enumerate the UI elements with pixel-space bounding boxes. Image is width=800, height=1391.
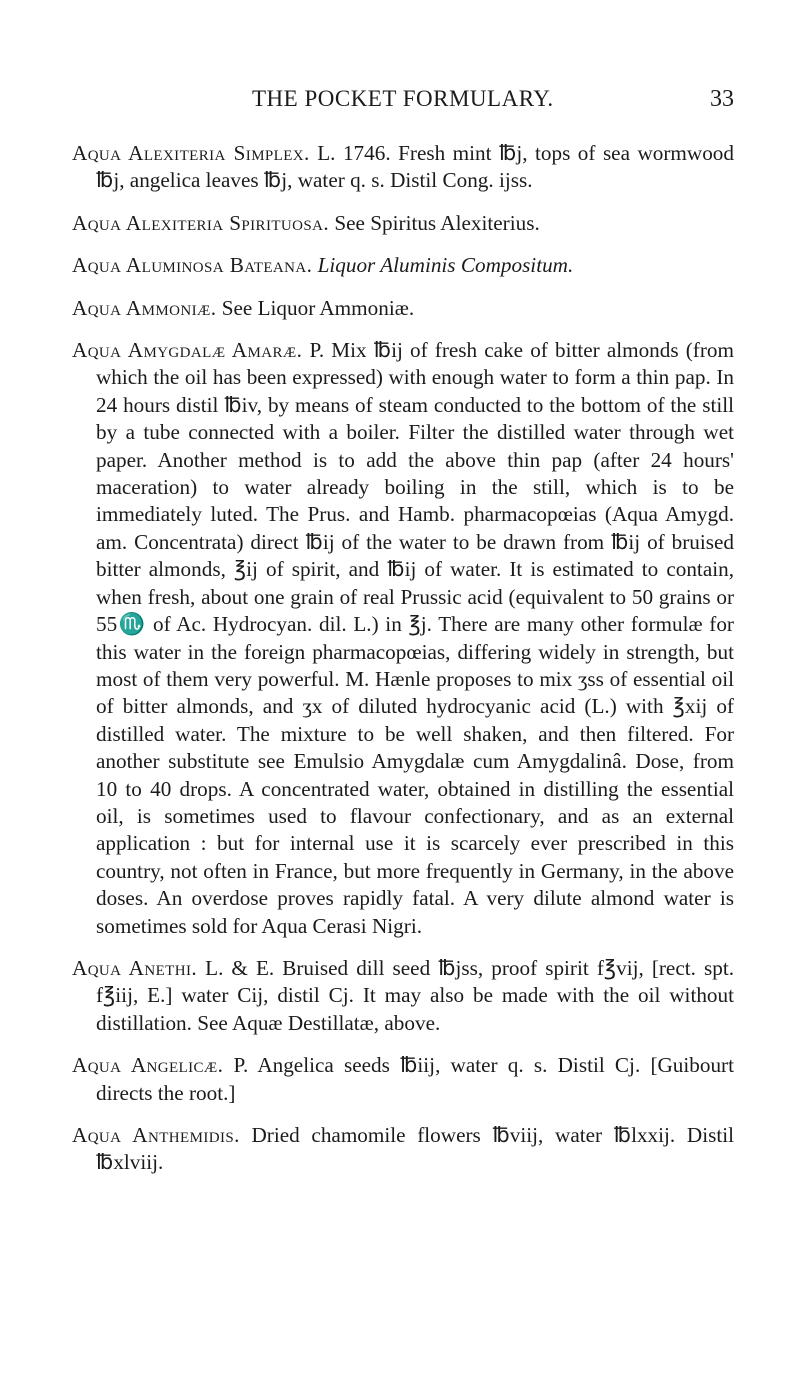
- entry-aqua-anthemidis: [72, 1122, 734, 1177]
- entry-text: Dried chamomile flowers ℔viij, water ℔lxxij. Distil ℔xlviij.: [96, 1123, 734, 1175]
- entry-text: See Spiritus Alexiterius.: [329, 210, 540, 235]
- entry-aqua-angelicae: [72, 1052, 734, 1107]
- entry-text: L. & E. Bruised dill seed ℔jss, proof spirit f℥vij, [rect. spt. f℥iij, E.] water Cij, distil Cj. It may also be made with the oil without distillation. See Aquæ Destillatæ, above.: [96, 955, 735, 1035]
- entry-headword: Aqua Ammoniæ.: [72, 295, 217, 320]
- entry-text: See Liquor Ammoniæ.: [216, 295, 415, 320]
- entry-aqua-anethi: [72, 955, 734, 1037]
- entry-headword: Aqua Amygdalæ Amaræ.: [72, 338, 303, 363]
- entry-aqua-aluminosa-bateana: [72, 252, 734, 279]
- entry-headword: Aqua Anthemidis.: [72, 1123, 240, 1147]
- entry-headword: Aqua Alexiteria Simplex.: [72, 141, 310, 165]
- entry-aqua-ammoniae: [72, 295, 734, 322]
- entry-text: L. 1746. Fresh mint ℔j, tops of sea wormwood ℔j, angelica leaves ℔j, water q. s. Distil Cong. ijss.: [96, 141, 734, 193]
- entry-aqua-amygdalae-amarae: [72, 337, 734, 940]
- entry-headword: Aqua Angelicæ.: [72, 1053, 224, 1078]
- entry-headword: Aqua Anethi.: [72, 955, 198, 980]
- entry-headword: Aqua Alexiteria Spirituosa.: [72, 210, 330, 235]
- entry-aqua-alexiteria-simplex: [72, 140, 734, 195]
- entry-text: P. Angelica seeds ℔iij, water q. s. Distil Cj. [Guibourt directs the root.]: [96, 1053, 734, 1105]
- entry-headword: Aqua Aluminosa Bateana.: [72, 253, 313, 278]
- formulary-entries: [72, 140, 734, 1192]
- running-head: [72, 86, 734, 120]
- entry-aqua-alexiteria-spirituosa: [72, 210, 734, 237]
- page-number: 33: [710, 86, 734, 112]
- entry-text: P. Mix ℔ij of fresh cake of bitter almonds (from which the oil has been expressed) with enough water to form a thin pap. In 24 hours distil ℔iv, by means of steam conducted to the bottom of the still by a tube connected with a boiler. Filter the distilled water through wet paper. Another method is to add the above thin pap (after 24 hours' maceration) to water already boiling in the still, which is to be immediately luted. The Prus. and Hamb. pharmacopœias (Aqua Amygd. am. Concentrata) direct ℔ij of the water to be drawn from ℔ij of bruised bitter almonds, ℥ij of spirit, and ℔ij of water. It is estimated to contain, when fresh, about one grain of real Prussic acid (equivalent to 50 grains or 55♏ of Ac. Hydrocyan. dil. L.) in ℥j. There are many other formulæ for this water in the foreign pharmacopœias, differing widely in strength, but most of them very powerful. M. Hænle proposes to mix ʒss of essential oil of bitter almonds, and ʒx of diluted hydrocyanic acid (L.) with ℥xij of distilled water. The mixture to be well shaken, and then filtered. For another substitute see Emulsio Amygdalæ cum Amygdalinâ. Dose, from 10 to 40 drops. A concentrated water, obtained in distilling the essential oil, is sometimes used to flavour confectionary, and as an external application : but for internal use it is scarcely ever prescribed in this country, not often in France, but more frequently in Germany, in the above doses. An overdose proves rapidly fatal. A very dilute almond water is sometimes sold for Aqua Cerasi Nigri.: [96, 338, 734, 938]
- entry-italic-reference: Liquor Aluminis Compositum.: [317, 253, 574, 278]
- running-title: THE POCKET FORMULARY.: [252, 86, 554, 111]
